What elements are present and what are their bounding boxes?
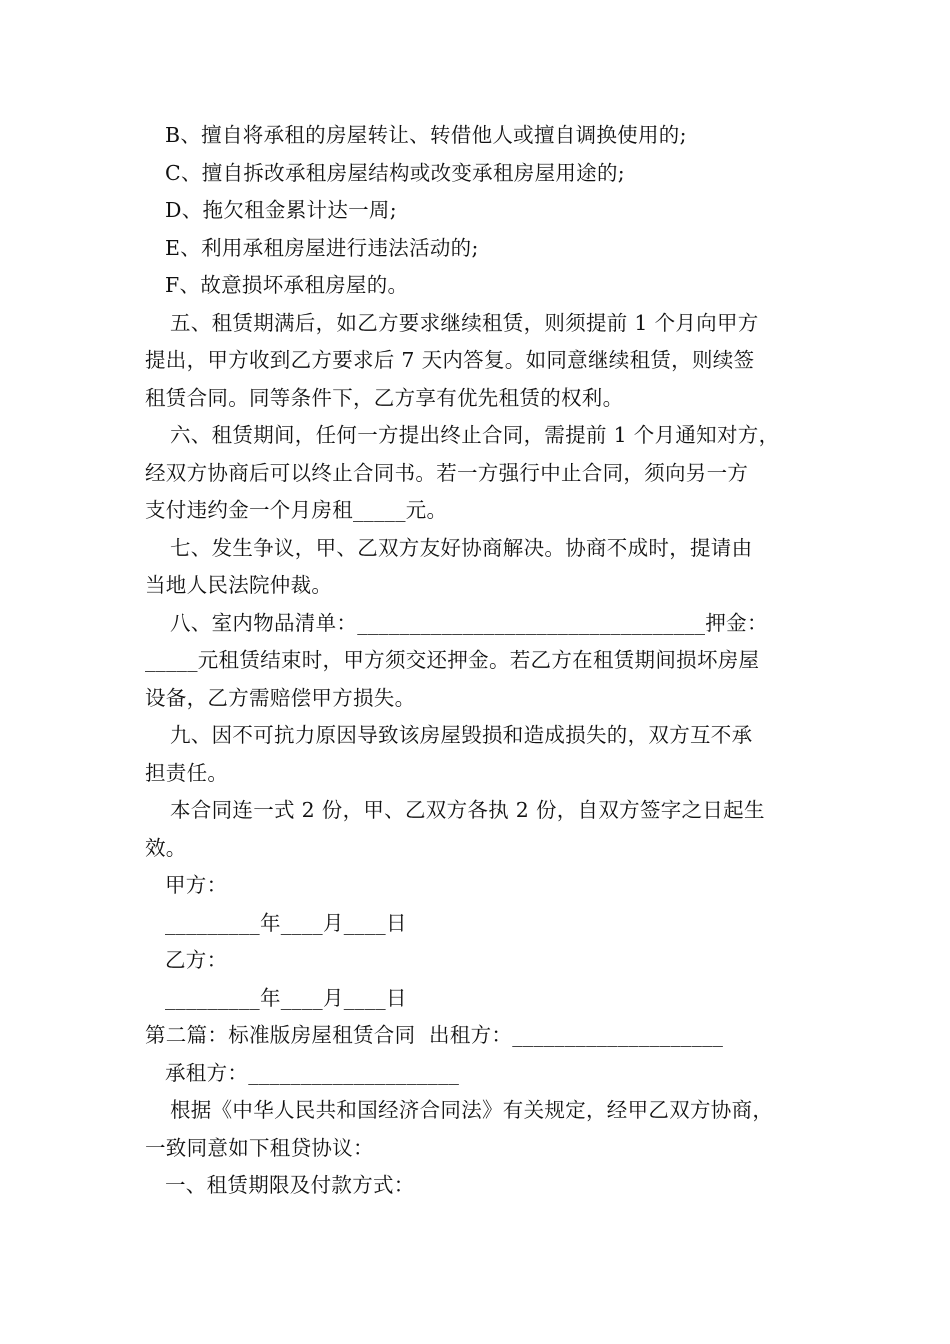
copies-clause-line-1: 本合同连一式 2 份，甲、乙双方各执 2 份，自双方签字之日起生 xyxy=(170,798,765,822)
clause-c: C、擅自拆改承租房屋结构或改变承租房屋用途的; xyxy=(165,160,625,185)
article-7-line-1: 七、发生争议，甲、乙双方友好协商解决。协商不成时，提请由 xyxy=(170,535,753,560)
preamble-line-1: 根据《中华人民共和国经济合同法》有关规定，经甲乙双方协商， xyxy=(170,1098,774,1122)
document-body xyxy=(145,117,810,1205)
party-a-date-line: _________年____月____日 xyxy=(165,910,407,935)
article-8-line-3: 设备，乙方需赔偿甲方损失。 xyxy=(145,685,416,710)
clause-e: E、利用承租房屋进行违法活动的; xyxy=(165,235,479,260)
clause-f: F、故意损坏承租房屋的。 xyxy=(165,273,409,297)
party-b-label: 乙方： xyxy=(165,948,228,972)
article-6-line-3: 支付违约金一个月房租_____元。 xyxy=(145,498,448,522)
preamble-line-2: 一致同意如下租贷协议： xyxy=(145,1135,374,1160)
article-7-line-2: 当地人民法院仲裁。 xyxy=(145,573,333,597)
party-a-label: 甲方： xyxy=(165,873,228,897)
article-1-heading: 一、租赁期限及付款方式： xyxy=(165,1173,415,1197)
article-8-line-1: 八、室内物品清单：_________________________________押金： xyxy=(170,610,768,635)
article-6-line-2: 经双方协商后可以终止合同书。若一方强行中止合同，须向另一方 xyxy=(145,460,749,485)
lessee-line: 承租方：____________________ xyxy=(165,1060,460,1085)
clause-d: D、拖欠租金累计达一周; xyxy=(165,198,397,222)
article-5-line-1: 五、租赁期满后，如乙方要求继续租赁，则须提前 1 个月向甲方 xyxy=(170,310,759,335)
article-6-line-1: 六、租赁期间，任何一方提出终止合同，需提前 1 个月通知对方， xyxy=(170,423,780,447)
article-5-line-2: 提出，甲方收到乙方要求后 7 天内答复。如同意继续租赁，则续签 xyxy=(145,348,755,372)
article-5-line-3: 租赁合同。同等条件下，乙方享有优先租赁的权利。 xyxy=(145,385,624,410)
clause-b: B、擅自将承租的房屋转让、转借他人或擅自调换使用的; xyxy=(165,123,687,147)
article-8-line-2: _____元租赁结束时，甲方须交还押金。若乙方在租赁期间损坏房屋 xyxy=(145,648,760,672)
article-9-line-1: 九、因不可抗力原因导致该房屋毁损和造成损失的，双方互不承 xyxy=(170,723,753,747)
copies-clause-line-2: 效。 xyxy=(145,835,187,860)
article-9-line-2: 担责任。 xyxy=(145,760,229,785)
party-b-date-line: _________年____月____日 xyxy=(165,985,407,1010)
second-contract-heading: 第二篇：标准版房屋租赁合同 出租方：____________________ xyxy=(145,1023,724,1047)
